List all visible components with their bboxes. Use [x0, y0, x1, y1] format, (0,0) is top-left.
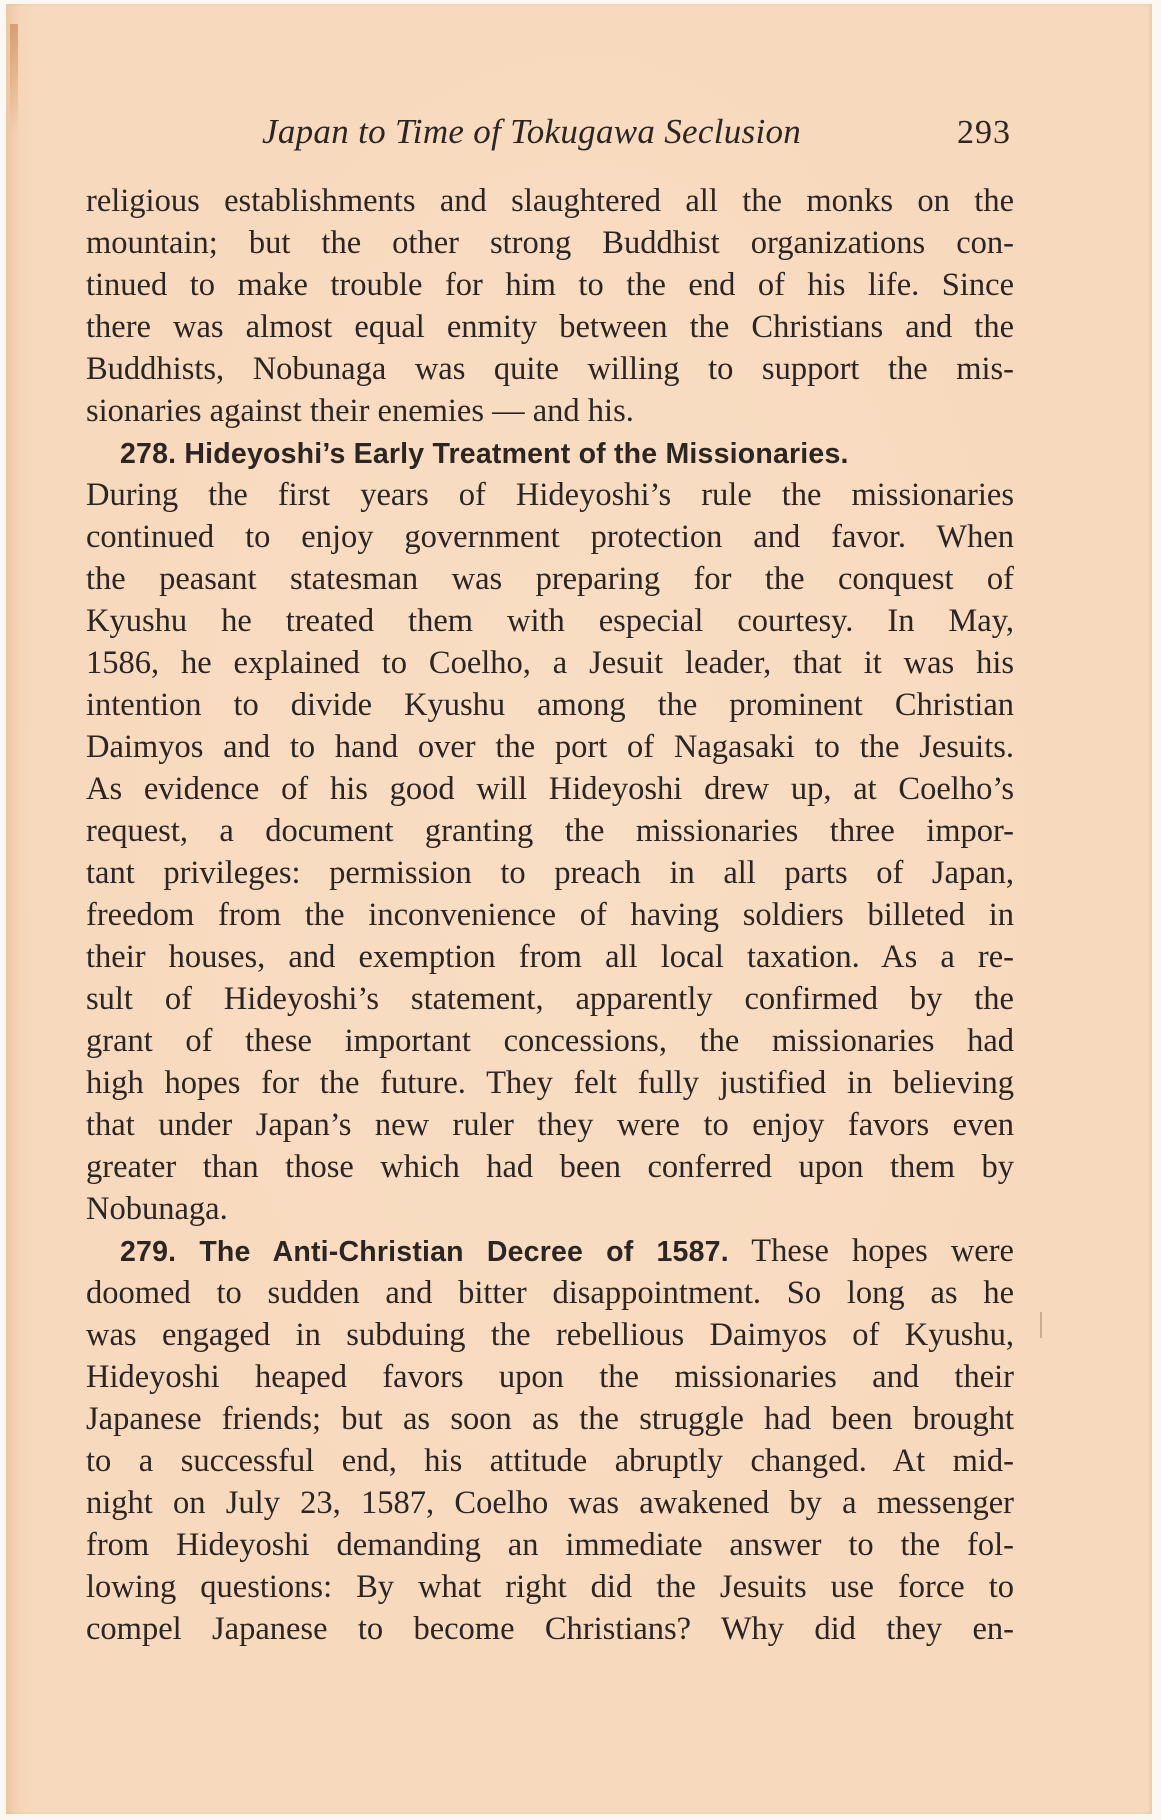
section-278-heading-line: [86, 432, 1014, 474]
text-line: high hopes for the future. They felt fully justified in believing: [86, 1065, 1014, 1101]
text-line: sult of Hideyoshi’s statement, apparently confirmed by the: [86, 981, 1014, 1017]
page-header: [0, 112, 1161, 162]
text-line: Kyushu he treated them with especial courtesy. In May,: [86, 603, 1014, 639]
text-line: continued to enjoy government protection and favor. When: [86, 519, 1014, 555]
text-line: mountain; but the other strong Buddhist organizations con-: [86, 225, 1014, 261]
section-279-heading-line: [86, 1230, 1014, 1272]
text-line: Buddhists, Nobunaga was quite willing to support the mis-: [86, 351, 1014, 387]
text-run: These hopes were: [751, 1233, 1014, 1269]
text-line: the peasant statesman was preparing for the conquest of: [86, 561, 1014, 597]
body-text: [86, 180, 1014, 1650]
text-line: night on July 23, 1587, Coelho was awakened by a messenger: [86, 1485, 1014, 1521]
text-line: doomed to sudden and bitter disappointment. So long as he: [86, 1275, 1014, 1311]
text-line: As evidence of his good will Hideyoshi drew up, at Coelho’s: [86, 771, 1014, 807]
text-line: compel Japanese to become Christians? Why did they en-: [86, 1611, 1014, 1647]
text-line: 1586, he explained to Coelho, a Jesuit leader, that it was his: [86, 645, 1014, 681]
text-line: freedom from the inconvenience of having soldiers billeted in: [86, 897, 1014, 933]
text-line: Hideyoshi heaped favors upon the missionaries and their: [86, 1359, 1014, 1395]
text-line: there was almost equal enmity between the Christians and the: [86, 309, 1014, 345]
text-line: religious establishments and slaughtered all the monks on the: [86, 183, 1014, 219]
text-line: Japanese friends; but as soon as the struggle had been brought: [86, 1401, 1014, 1437]
section-heading: 278. Hideyoshi’s Early Treatment of the Missionaries.: [120, 438, 849, 470]
text-line: grant of these important concessions, the missionaries had: [86, 1023, 1014, 1059]
text-line: their houses, and exemption from all local taxation. As a re-: [86, 939, 1014, 975]
text-line: sionaries against their enemies — and his.: [86, 393, 634, 429]
section-heading: 279. The Anti-Christian Decree of 1587.: [120, 1236, 729, 1268]
running-title: Japan to Time of Tokugawa Seclusion: [262, 112, 802, 151]
text-line: tinued to make trouble for him to the end of his life. Since: [86, 267, 1014, 303]
text-line: was engaged in subduing the rebellious Daimyos of Kyushu,: [86, 1317, 1014, 1353]
text-line: lowing questions: By what right did the Jesuits use force to: [86, 1569, 1014, 1605]
text-line: that under Japan’s new ruler they were to enjoy favors even: [86, 1107, 1014, 1143]
text-line: During the first years of Hideyoshi’s rule the missionaries: [86, 477, 1014, 513]
text-line: Nobunaga.: [86, 1191, 228, 1227]
text-line: greater than those which had been conferred upon them by: [86, 1149, 1014, 1185]
text-line: request, a document granting the missionaries three impor-: [86, 813, 1014, 849]
text-line: tant privileges: permission to preach in all parts of Japan,: [86, 855, 1014, 891]
text-line: intention to divide Kyushu among the prominent Christian: [86, 687, 1014, 723]
text-line: to a successful end, his attitude abruptly changed. At mid-: [86, 1443, 1014, 1479]
text-line: from Hideyoshi demanding an immediate answer to the fol-: [86, 1527, 1014, 1563]
page-number: 293: [957, 114, 1011, 151]
text-line: Daimyos and to hand over the port of Nagasaki to the Jesuits.: [86, 729, 1014, 765]
margin-mark: [1040, 1312, 1042, 1338]
